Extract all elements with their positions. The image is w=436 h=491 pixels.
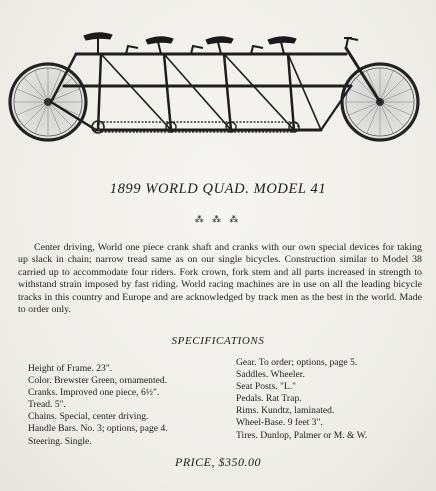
spec-item: Seat Posts. "L." <box>236 381 297 393</box>
frame <box>51 48 380 130</box>
specifications-heading: SPECIFICATIONS <box>171 335 265 347</box>
spec-item: Tires. Dunlop, Palmer or M. & W. <box>236 429 368 441</box>
price: PRICE, $350.00 <box>175 455 261 469</box>
specs-left-column <box>28 363 218 448</box>
rear-wheel <box>10 64 86 140</box>
spec-item: Wheel-Base. 9 feet 3". <box>236 417 323 429</box>
quad-bicycle-illustration <box>6 24 430 154</box>
model-description: Center driving, World one piece crank shaft and cranks with our own special devices for taking up slack in chain; narrow tread same as on our single bicycles. Construction similar to Model 38 carried up to accommodate four riders. Fork crown, fork stem and all parts increased in strength to withstand strain imposed by fast riding. World racing machines are in use on all the leading bicycle tracks in this country and Europe and are acknowledged by track men as the best in the world. Made to order only. <box>18 242 422 316</box>
spec-item: Tread. 5". <box>28 399 66 411</box>
saddles <box>84 33 296 54</box>
spec-item: Handle Bars. No. 3; options, page 4. <box>28 423 168 435</box>
spec-item: Saddles. Wheeler. <box>236 369 305 381</box>
spec-item: Pedals. Rat Trap. <box>236 393 302 405</box>
specs-right-column <box>236 357 426 442</box>
spec-item: Chains. Special, center driving. <box>28 411 149 423</box>
spec-item: Gear. To order; options, page 5. <box>236 357 358 368</box>
spec-item: Rims. Kundtz, laminated. <box>236 405 335 417</box>
spec-item: Color. Brewster Green, ornamented. <box>28 375 168 387</box>
ornament-divider: ⁂ ⁂ ⁂ <box>194 214 242 224</box>
spec-item: Steering. Single. <box>28 435 92 447</box>
model-title: 1899 WORLD QUAD. MODEL 41 <box>109 181 327 197</box>
spec-item: Height of Frame. 23". <box>28 363 113 374</box>
spec-item: Cranks. Improved one piece, 6½". <box>28 387 160 399</box>
